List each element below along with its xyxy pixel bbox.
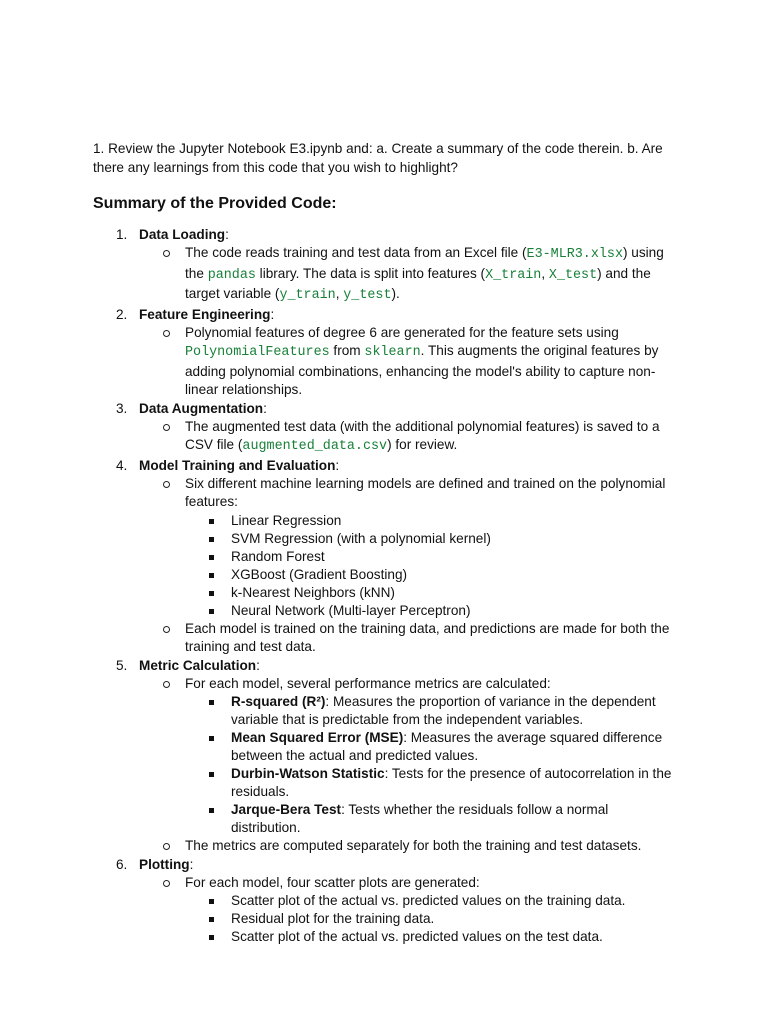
circle-bullet-icon: [163, 681, 170, 688]
item-colon: :: [263, 400, 267, 416]
code-span: X_test: [548, 267, 598, 283]
document-page: [93, 139, 678, 946]
metric-desc: : Measures the average squared difference between the actual and predicted values.: [231, 730, 663, 763]
model-item: [185, 530, 678, 548]
square-bullet-icon: [209, 573, 214, 578]
item-colon: :: [270, 306, 275, 322]
text: Polynomial features of degree 6 are generated for the feature sets using: [185, 324, 619, 340]
code-span: pandas: [207, 267, 256, 283]
metric-item: [185, 765, 678, 801]
summary-heading: Summary of the Provided Code:: [93, 195, 337, 212]
item-title: Plotting: [139, 856, 190, 872]
text: Scatter plot of the actual vs. predicted values on the test data.: [231, 929, 603, 944]
model-item: [185, 584, 678, 602]
sub-item: [139, 874, 678, 947]
text: Linear Regression: [231, 512, 342, 528]
text: Neural Network (Multi-layer Perceptron): [231, 602, 471, 618]
metric-item: [185, 801, 678, 837]
text: ) using the: [185, 245, 664, 281]
list-item-data-loading: [93, 226, 678, 306]
code-span: y_test: [343, 288, 392, 303]
item-number: 6.: [116, 856, 128, 872]
square-bullet-icon: [209, 772, 214, 777]
plot-item: [185, 910, 678, 928]
list-item-metric-calculation: [93, 657, 678, 856]
circle-bullet-icon: [163, 880, 170, 887]
item-colon: :: [256, 657, 260, 673]
item-number: 3.: [116, 400, 128, 416]
sub-item: [139, 475, 678, 620]
metric-desc: : Tests whether the residuals follow a normal distribution.: [231, 802, 609, 835]
circle-bullet-icon: [163, 626, 170, 633]
text: For each model, four scatter plots are generated:: [185, 874, 480, 890]
text: ) for review.: [387, 437, 458, 452]
sub-item: [139, 837, 678, 856]
item-title: Metric Calculation: [139, 657, 257, 673]
square-bullet-icon: [209, 537, 214, 542]
text: k-Nearest Neighbors (kNN): [231, 584, 395, 600]
model-item: [185, 566, 678, 584]
text: ,: [335, 286, 344, 301]
square-bullet-icon: [209, 899, 214, 904]
item-title: Feature Engineering: [139, 306, 271, 322]
item-title: Data Augmentation: [139, 400, 264, 416]
text: Residual plot for the training data.: [231, 911, 435, 926]
text: ,: [541, 265, 549, 281]
plot-item: [185, 892, 678, 910]
item-colon: :: [335, 457, 340, 473]
summary-list: [93, 226, 678, 946]
circle-bullet-icon: [163, 481, 170, 488]
metric-name: Durbin-Watson Statistic: [231, 766, 385, 781]
metric-name: Jarque-Bera Test: [231, 802, 342, 817]
code-span: E3-MLR3.xlsx: [526, 247, 623, 262]
text: The code reads training and test data from an Excel file (: [185, 245, 527, 260]
sub-item: [139, 324, 678, 400]
circle-bullet-icon: [163, 843, 170, 850]
item-number: 1.: [116, 227, 128, 242]
metric-desc: : Tests for the presence of autocorrelation in the residuals.: [231, 766, 672, 799]
square-bullet-icon: [209, 917, 214, 922]
square-bullet-icon: [209, 519, 214, 524]
text: The metrics are computed separately for both the training and test datasets.: [185, 838, 642, 853]
square-bullet-icon: [209, 700, 214, 705]
item-number: 4.: [116, 457, 128, 473]
sub-item: [139, 675, 678, 838]
list-item-model-training: [93, 457, 678, 657]
text: Random Forest: [231, 548, 325, 564]
metric-item: [185, 693, 678, 729]
model-item: [185, 602, 678, 620]
circle-bullet-icon: [163, 250, 170, 257]
list-item-feature-engineering: [93, 306, 678, 400]
sub-item: [139, 620, 678, 657]
square-bullet-icon: [209, 935, 214, 940]
metric-name: R-squared (R²): [231, 694, 326, 709]
circle-bullet-icon: [163, 424, 170, 431]
question-text: 1. Review the Jupyter Notebook E3.ipynb and: a. Create a summary of the code therein. b. Are there any learnings from this code that you wish to highlight?: [93, 141, 663, 175]
code-span: sklearn: [364, 345, 421, 360]
square-bullet-icon: [209, 808, 214, 813]
code-span: augmented_data.csv: [242, 439, 388, 454]
item-title: Data Loading: [139, 227, 226, 242]
item-number: 5.: [116, 657, 128, 673]
metric-name: Mean Squared Error (MSE): [231, 730, 404, 745]
text: XGBoost (Gradient Boosting): [231, 566, 408, 582]
list-item-plotting: [93, 856, 678, 947]
item-colon: :: [225, 227, 229, 242]
model-item: [185, 548, 678, 566]
text: Each model is trained on the training data, and predictions are made for both the training and test data.: [185, 620, 670, 654]
text: For each model, several performance metrics are calculated:: [185, 675, 551, 691]
list-item-data-augmentation: [93, 400, 678, 457]
text: . This augments the original features by adding polynomial combinations, enhancing the model's ability to capture non-linear relationships.: [185, 343, 659, 397]
circle-bullet-icon: [163, 330, 170, 337]
sub-item: [139, 418, 678, 457]
text: library. The data is split into features (: [255, 265, 486, 281]
metric-desc: : Measures the proportion of variance in the dependent variable that is predictable from the independent variables.: [231, 694, 656, 727]
plot-item: [185, 928, 678, 946]
sub-item: [139, 244, 678, 306]
metric-item: [185, 729, 678, 765]
code-span: X_train: [485, 267, 542, 283]
code-span: PolynomialFeatures: [185, 345, 330, 360]
text: ).: [391, 286, 400, 301]
text: Scatter plot of the actual vs. predicted values on the training data.: [231, 893, 626, 908]
item-colon: :: [189, 856, 194, 872]
text: SVM Regression (with a polynomial kernel): [231, 530, 491, 546]
text: from: [329, 343, 365, 358]
square-bullet-icon: [209, 555, 214, 560]
text: ) and the target variable (: [185, 265, 651, 301]
model-item: [185, 512, 678, 530]
code-span: y_train: [279, 288, 336, 303]
square-bullet-icon: [209, 609, 214, 614]
item-number: 2.: [116, 306, 128, 322]
text: The augmented test data (with the additional polynomial features) is saved to a CSV file (: [185, 418, 660, 452]
square-bullet-icon: [209, 736, 214, 741]
text: Six different machine learning models are defined and trained on the polynomial features:: [185, 475, 666, 509]
item-title: Model Training and Evaluation: [139, 457, 336, 473]
square-bullet-icon: [209, 591, 214, 596]
